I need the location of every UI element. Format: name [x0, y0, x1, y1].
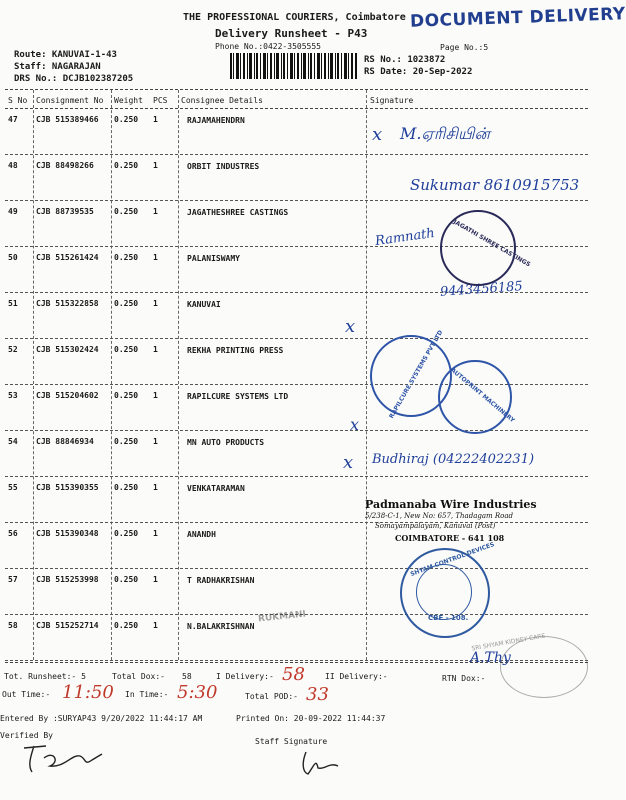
ii-delivery-label: II Delivery:- [325, 672, 388, 681]
row-pcs: 1 [153, 345, 158, 354]
shyam-stamp-city: CBE - 108. [428, 614, 469, 622]
row-consignee: MN AUTO PRODUCTS [187, 438, 265, 447]
row-consignment-no: CJB 515302424 [36, 345, 99, 354]
signature-row47: ⅹ [372, 124, 383, 145]
col-pcs: PCS [153, 96, 168, 105]
row-pcs: 1 [153, 161, 158, 170]
in-time-value: 5:30 [177, 682, 218, 703]
row-sno: 54 [8, 437, 18, 446]
row-pcs: 1 [153, 391, 158, 400]
padmanaba-stamp-address2: Somayampalayam, Kanuvai (Post) [375, 522, 496, 530]
row-pcs: 1 [153, 621, 158, 630]
staff: Staff: NAGARAJAN [14, 62, 101, 72]
row-consignee: T RADHAKRISHAN [187, 576, 255, 585]
shyam-stamp [400, 541, 496, 638]
total-pod-label: Total POD:- [245, 692, 298, 701]
signature-row54-mark: ⅹ [343, 452, 354, 473]
row-consignment-no: CJB 515322858 [36, 299, 99, 308]
row-sno: 48 [8, 161, 18, 170]
col-consignee: Consignee Details [181, 96, 263, 105]
row-sno: 50 [8, 253, 18, 262]
row-pcs: 1 [153, 575, 158, 584]
row-consignment-no: CJB 515204602 [36, 391, 99, 400]
row-consignment-no: CJB 88739535 [36, 207, 94, 216]
row-sno: 52 [8, 345, 18, 354]
row-sno: 56 [8, 529, 18, 538]
header-divider-top [5, 89, 588, 90]
table-row [0, 339, 600, 385]
row-consignment-no: CJB 515253998 [36, 575, 99, 584]
signature-row51: ⅹ [345, 316, 356, 337]
row-weight: 0.250 [114, 483, 139, 492]
total-pod-value: 33 [306, 684, 329, 705]
signature-text-row50: 9443456185 [439, 279, 524, 300]
row-weight: 0.250 [114, 207, 139, 216]
padmanaba-stamp-title: Padmanaba Wire Industries [365, 498, 537, 511]
row-consignment-no: CJB 515390355 [36, 483, 99, 492]
padmanaba-stamp-city: COIMBATORE - 641 108 [395, 533, 505, 543]
col-consignment: Consignment No [36, 96, 104, 105]
row-weight: 0.250 [114, 437, 139, 446]
row-consignment-no: CJB 515252714 [36, 621, 99, 630]
shyam-stamp-text: SHYAM CONTROL DEVICES [409, 541, 496, 578]
rukmani-stamp [254, 608, 364, 668]
staff-signature-mark [298, 748, 348, 778]
document-delivery-stamp: DOCUMENT DELIVERY [409, 4, 626, 32]
rapilcure-stamp-text: RAPILCURE SYSTEMS PVT LTD [388, 329, 445, 420]
row-sno: 49 [8, 207, 18, 216]
row-consignee: VENKATARAMAN [187, 484, 245, 493]
row-pcs: 1 [153, 207, 158, 216]
row-consignee: RAPILCURE SYSTEMS LTD [187, 392, 289, 401]
row-weight: 0.250 [114, 253, 139, 262]
table-row [0, 293, 600, 339]
row-sno: 47 [8, 115, 18, 124]
signature-text-row48: Sukumar 8610915753 [410, 176, 580, 194]
row-consignment-no: CJB 515261424 [36, 253, 99, 262]
row-weight: 0.250 [114, 299, 139, 308]
route: Route: KANUVAI-1-43 [14, 50, 117, 60]
row-consignee: ORBIT INDUSTRES [187, 162, 260, 171]
row-pcs: 1 [153, 299, 158, 308]
table-row [0, 109, 600, 155]
row-sno: 58 [8, 621, 18, 630]
signature-row53: ⅹ [350, 415, 360, 434]
barcode [230, 53, 358, 79]
rtn-dox-label: RTN Dox:- [442, 674, 486, 683]
footer-divider [5, 662, 588, 663]
autoprint-stamp-text: AUTOPRINT MACHINERY [449, 366, 516, 425]
tot-runsheet: Tot. Runsheet:- 5 [4, 672, 86, 681]
row-weight: 0.250 [114, 575, 139, 584]
row-consignee: N.BALAKRISHNAN [187, 622, 255, 631]
row-consignee: PALANISWAMY [187, 254, 240, 263]
rs-date: RS Date: 20-Sep-2022 [364, 67, 473, 77]
row-sno: 55 [8, 483, 18, 492]
row-pcs: 1 [153, 437, 158, 446]
row-consignee: ANANDH [187, 530, 216, 539]
row-weight: 0.250 [114, 161, 139, 170]
row-pcs: 1 [153, 483, 158, 492]
row-pcs: 1 [153, 115, 158, 124]
out-time-label: Out Time:- [2, 690, 51, 699]
row-pcs: 1 [153, 529, 158, 538]
phone-number: Phone No.:0422-3505555 [215, 42, 321, 51]
kidney-care-stamp-text: SRI SHYAM KIDNEY CARE [470, 632, 546, 653]
row-weight: 0.250 [114, 345, 139, 354]
signature-text-row49: Ramnath [374, 225, 436, 250]
entered-by: Entered By :SURYAP43 9/20/2022 11:44:17 AM [0, 714, 203, 723]
rs-number: RS No.: 1023872 [364, 55, 446, 65]
row-sno: 53 [8, 391, 18, 400]
autoprint-stamp [438, 360, 516, 434]
i-delivery-label: I Delivery:- [216, 672, 274, 681]
row-pcs: 1 [153, 253, 158, 262]
signature-initials: A.Thy [470, 650, 511, 666]
jagathi-stamp-text: JAGATHI SHREE CASTINGS [452, 218, 532, 269]
row-consignment-no: CJB 88498266 [36, 161, 94, 170]
col-sno: S No [8, 96, 28, 105]
row-sno: 57 [8, 575, 18, 584]
col-weight: Weight [114, 96, 143, 105]
verified-by-signature [20, 736, 110, 776]
row-sno: 51 [8, 299, 18, 308]
in-time-label: In Time:- [125, 690, 169, 699]
rukmani-stamp-text: RUKMANI [257, 609, 307, 625]
row-consignee: RAJAMAHENDRN [187, 116, 245, 125]
verified-by: Verified By [0, 731, 53, 740]
staff-signature-label: Staff Signature [255, 737, 328, 746]
row-consignee: REKHA PRINTING PRESS [187, 346, 284, 355]
jagathi-stamp [440, 210, 532, 286]
row-consignment-no: CJB 88846934 [36, 437, 94, 446]
drs-number: DRS No.: DCJB102387205 [14, 74, 134, 84]
row-weight: 0.250 [114, 115, 139, 124]
total-dox-value: 58 [182, 672, 192, 681]
table-row [0, 523, 600, 569]
out-time-value: 11:50 [62, 682, 114, 703]
total-dox-label: Total Dox:- [112, 672, 165, 681]
signature-text-row47: M.ஏரிசியின் [400, 124, 490, 143]
row-weight: 0.250 [114, 529, 139, 538]
page-number: Page No.:5 [440, 43, 489, 52]
signature-text-row54: Budhiraj (04222402231) [372, 452, 535, 467]
company-name: THE PROFESSIONAL COURIERS, Coimbatore [183, 12, 406, 23]
row-consignment-no: CJB 515390348 [36, 529, 99, 538]
printed-on: Printed On: 20-09-2022 11:44:37 [236, 714, 386, 723]
padmanaba-stamp-address1: 5/238-C-1, New No: 657, Thadagam Road [365, 512, 514, 520]
row-consignee: KANUVAI [187, 300, 221, 309]
barcode-graphic [230, 53, 358, 79]
row-weight: 0.250 [114, 391, 139, 400]
col-signature: Signature [370, 96, 414, 105]
runsheet-title: Delivery Runsheet - P43 [215, 27, 368, 40]
row-consignee: JAGATHESHREE CASTINGS [187, 208, 289, 217]
row-consignment-no: CJB 515389466 [36, 115, 99, 124]
i-delivery-value: 58 [282, 664, 305, 685]
row-weight: 0.250 [114, 621, 139, 630]
